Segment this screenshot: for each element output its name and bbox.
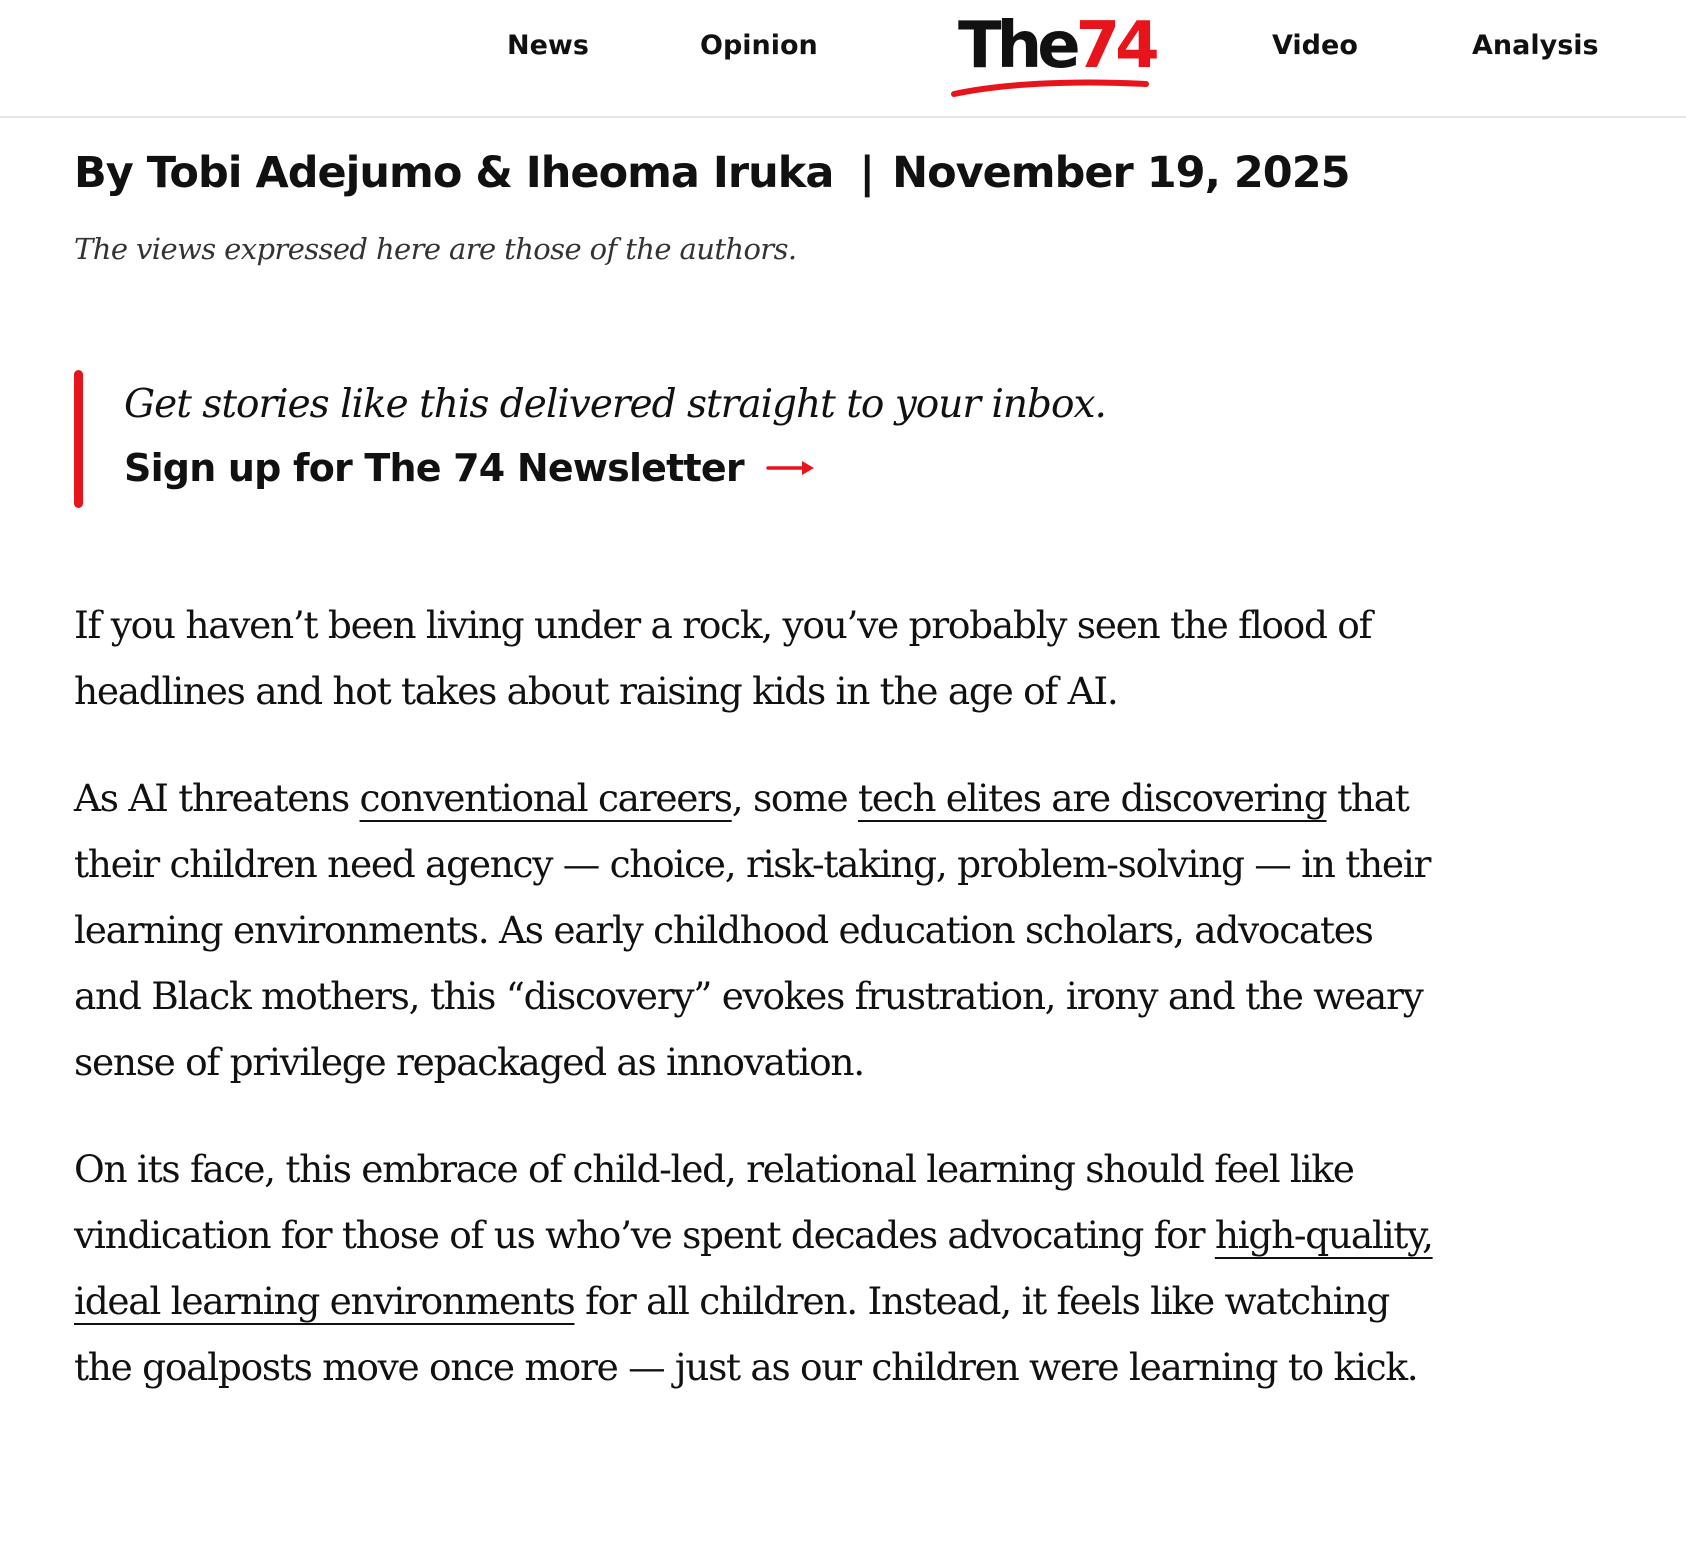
promo-tagline: Get stories like this delivered straight to your inbox. [124,382,1106,427]
nav-video[interactable]: Video [1272,30,1358,61]
article-paragraph-3 [74,1136,1434,1400]
logo-text-the: The [958,9,1076,83]
newsletter-promo [74,370,1174,508]
newsletter-signup-link[interactable] [124,446,818,490]
p2-text-3: that their children need agency — choice, risk-taking, problem-solving — in their learning environments. As early childhood education scholars, advocates and Black mothers, this “discovery” evokes frustration, irony and the weary sense of privilege repackaged as innovation. [74,776,1431,1084]
p3-text-2: for all children. Instead, it feels like watching the goalposts move once more — just as our children were learning to kick. [74,1279,1418,1389]
p2-text-1: As AI threatens [74,776,360,820]
byline [74,148,1350,198]
p2-text-2: , some [731,776,858,820]
byline-separator: | [859,148,875,198]
site-header [0,0,1686,118]
link-tech-elites[interactable]: tech elites are discovering [857,776,1327,820]
article-paragraph-1: If you haven’t been living under a rock, you’ve probably seen the flood of headlines and hot takes about raising kids in the age of AI. [74,603,1372,713]
article-paragraph-2 [74,765,1434,1095]
byline-prefix: By [74,148,133,198]
newsletter-signup-label: Sign up for The 74 Newsletter [124,446,744,490]
logo-text-74: 74 [1075,9,1155,83]
link-conventional-careers[interactable]: conventional careers [359,776,732,820]
link-ideal-learning-environments[interactable]: high-quality, ideal learning environments [74,1213,1433,1323]
nav-opinion[interactable]: Opinion [700,30,818,61]
site-logo[interactable] [950,6,1155,98]
p3-text-1: On its face, this embrace of child-led, relational learning should feel like vindication for those of us who’ve spent decades advocating for [74,1147,1354,1257]
article-body [74,592,1434,1441]
arrow-right-icon [766,458,818,478]
author-disclaimer: The views expressed here are those of the authors. [74,232,797,266]
byline-authors: Tobi Adejumo & Iheoma Iruka [146,148,834,198]
promo-accent-bar [74,370,83,508]
byline-date: November 19, 2025 [892,148,1350,198]
logo-swoosh-icon [950,72,1150,100]
nav-analysis[interactable]: Analysis [1472,30,1599,61]
nav-news[interactable]: News [507,30,589,61]
